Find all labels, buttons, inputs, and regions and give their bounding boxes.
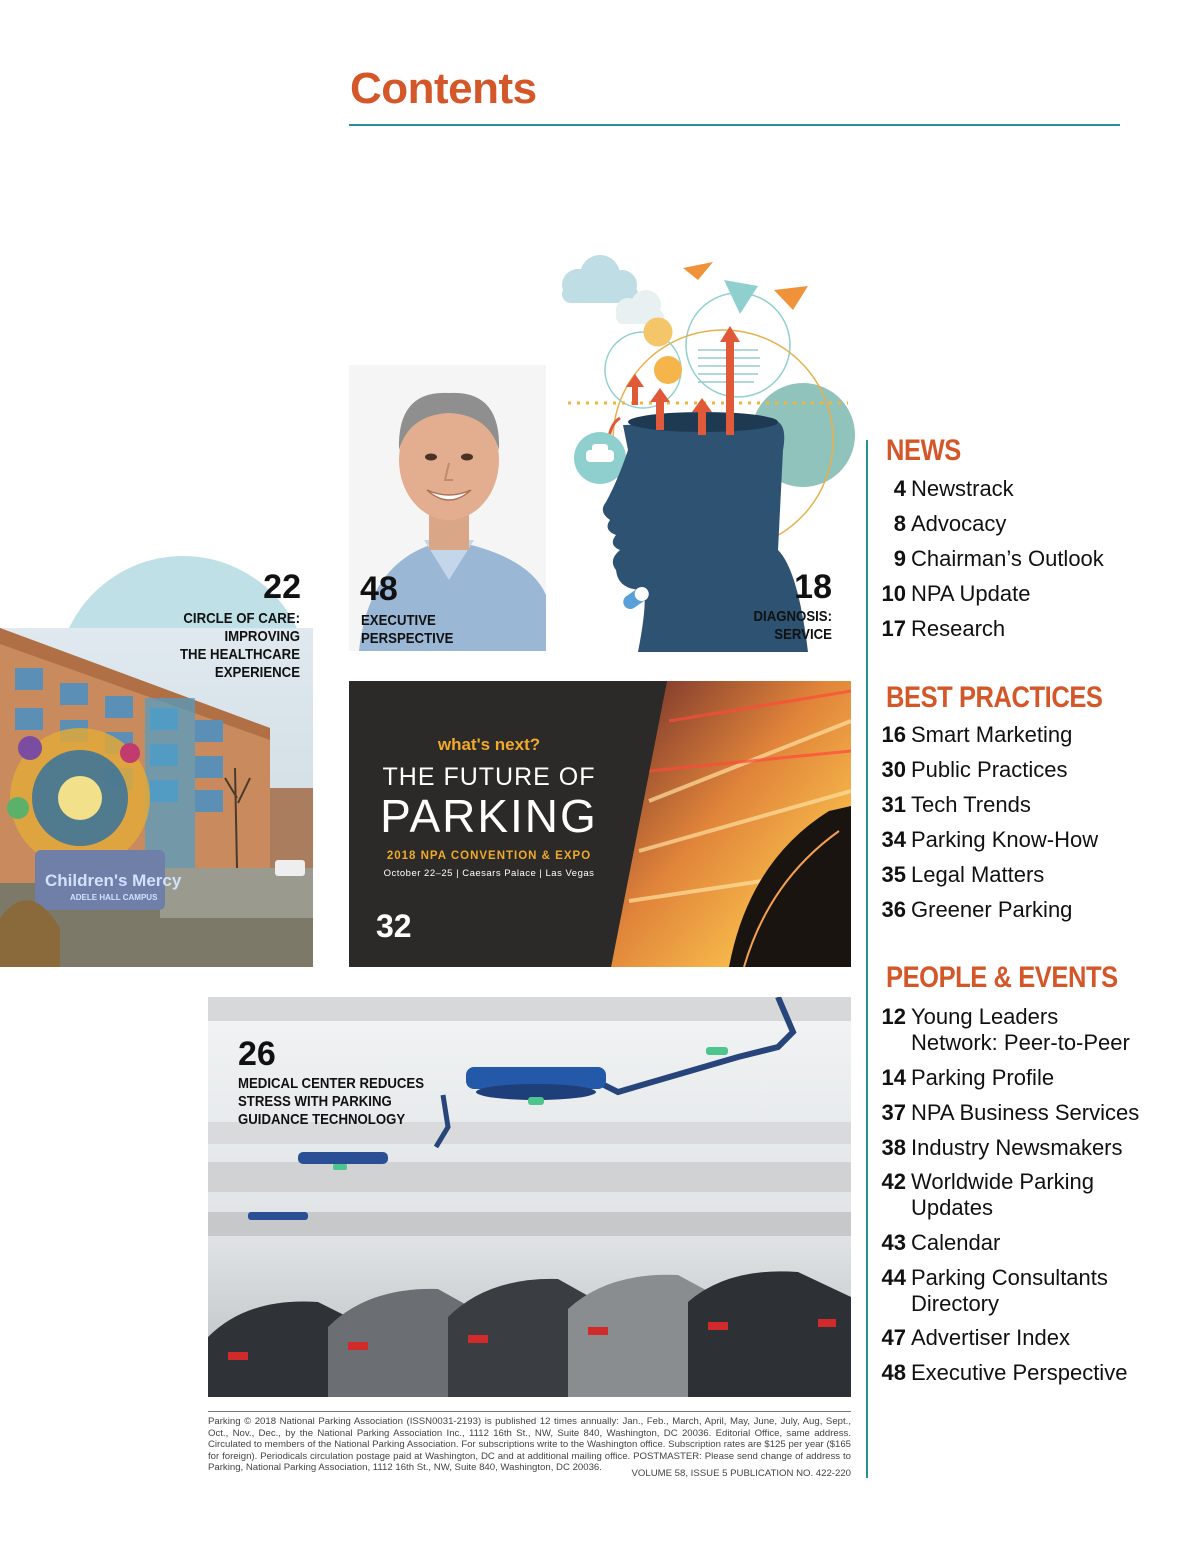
toc-label: Research: [911, 616, 1006, 641]
toc-label: Tech Trends: [911, 792, 1031, 817]
toc-item[interactable]: [876, 616, 1166, 642]
feature-22-line1: CIRCLE OF CARE:: [183, 610, 300, 627]
toc-label: Parking Know-How: [911, 827, 1099, 852]
toc-label: Parking Profile: [911, 1065, 1055, 1090]
toc-item[interactable]: [876, 862, 1166, 888]
feature-22-number: 22: [263, 568, 301, 606]
toc-page: 37: [881, 1100, 906, 1125]
toc-label: Smart Marketing: [911, 722, 1073, 747]
toc-page: 36: [881, 897, 906, 922]
toc-page: 17: [881, 616, 906, 641]
feature-48-number: 48: [360, 570, 398, 608]
toc-divider: [866, 440, 868, 1478]
toc-item[interactable]: [876, 581, 1166, 607]
toc-label: NPA Business Services: [911, 1100, 1140, 1125]
toc-page: 10: [881, 581, 906, 606]
feature-26-line2: STRESS WITH PARKING: [238, 1093, 392, 1110]
feature-48-line2: PERSPECTIVE: [361, 630, 454, 647]
toc-page: 38: [881, 1135, 906, 1160]
feature-18-number: 18: [794, 568, 832, 606]
garage-image: [208, 997, 851, 1397]
feature-18-line2: SERVICE: [774, 626, 832, 643]
feature-32-event: 2018 NPA CONVENTION & EXPO: [386, 850, 592, 862]
feature-26-photo[interactable]: [208, 997, 851, 1397]
toc-page: 14: [881, 1065, 906, 1090]
toc-item[interactable]: [876, 1135, 1166, 1161]
feature-32-banner[interactable]: [349, 681, 851, 967]
toc-page: 43: [881, 1230, 906, 1255]
toc-section-best-practices: BEST PRACTICES: [886, 681, 1103, 714]
feature-22-line4: EXPERIENCE: [214, 664, 300, 681]
toc-item[interactable]: [876, 1100, 1166, 1126]
publication-notice: Parking © 2018 National Parking Association (ISSN0031-2193) is published 12 times annually: Jan., Feb., March, April, May, June, July, Aug, Sept., Oct., Nov., Dec., by the National Parking Association Inc., 1112 16th St., NW, Suite 840, Washington, DC 20036. Editorial Office, same address. Circulated to members of the National Parking Association. For subscriptions write to the Washington office. Subscription rates are $125 per year ($165 for foreign). Periodicals circulation postage paid at Washington, DC and at additional mailing office. POSTMASTER: Please send change of address to Parking, National Parking Association, 1112 16th St., NW, Suite 840, Washington, DC 20036.: [208, 1416, 851, 1474]
toc-page: 44: [881, 1265, 906, 1290]
toc-label: Young Leaders: [911, 1004, 1059, 1029]
hospital-sign-text: Children's Mercy: [45, 871, 182, 890]
toc-label: Executive Perspective: [911, 1360, 1128, 1385]
toc-item[interactable]: [876, 1004, 1166, 1056]
footer-divider: [208, 1411, 851, 1412]
feature-32-tagline: what's next?: [437, 735, 541, 754]
toc-label: Worldwide Parking: [911, 1169, 1095, 1194]
toc-label: NPA Update: [911, 581, 1031, 606]
toc-label: Advocacy: [911, 511, 1007, 536]
toc-label: Newstrack: [911, 476, 1014, 501]
toc-item[interactable]: [876, 792, 1166, 818]
toc-section-people-events: PEOPLE & EVENTS: [886, 961, 1118, 994]
feature-18-caption: [700, 608, 832, 644]
toc-page: 47: [881, 1325, 906, 1350]
toc-item[interactable]: [876, 1325, 1166, 1351]
toc-label: Calendar: [911, 1230, 1001, 1255]
toc-label: Industry Newsmakers: [911, 1135, 1123, 1160]
feature-22-line3: THE HEALTHCARE: [179, 646, 300, 663]
feature-22-caption: [160, 610, 300, 682]
page-title: Contents: [350, 64, 537, 113]
toc-page: 8: [893, 511, 906, 536]
toc-label: Public Practices: [911, 757, 1068, 782]
toc-section-news: NEWS: [886, 434, 961, 467]
toc-page: 9: [893, 546, 906, 571]
toc-page: 42: [881, 1169, 906, 1194]
toc-item[interactable]: [876, 1230, 1166, 1256]
toc-label: Greener Parking: [911, 897, 1073, 922]
toc-item[interactable]: [876, 476, 1166, 502]
feature-32-number: 32: [376, 908, 412, 944]
volume-info: VOLUME 58, ISSUE 5 PUBLICATION NO. 422-220: [631, 1468, 851, 1479]
feature-18-line1: DIAGNOSIS:: [753, 608, 832, 625]
hospital-sign-sub: ADELE HALL CAMPUS: [70, 893, 158, 902]
feature-32-headline2: PARKING: [380, 790, 598, 842]
title-divider: [349, 124, 1120, 126]
toc-page: 48: [881, 1360, 906, 1385]
toc-item[interactable]: [876, 897, 1166, 923]
toc-page: 35: [881, 862, 906, 887]
toc-label: Parking Consultants: [911, 1265, 1108, 1290]
feature-26-line1: MEDICAL CENTER REDUCES: [238, 1075, 425, 1092]
toc-item[interactable]: [876, 511, 1166, 537]
feature-26-line3: GUIDANCE TECHNOLOGY: [238, 1111, 406, 1128]
toc-page: 12: [881, 1004, 906, 1029]
feature-26-caption: [238, 1075, 449, 1129]
toc-label-cont: Updates: [911, 1195, 993, 1220]
toc-item[interactable]: [876, 1169, 1166, 1221]
toc-item[interactable]: [876, 757, 1166, 783]
toc-page: 34: [881, 827, 906, 852]
toc-item[interactable]: [876, 722, 1166, 748]
toc-label: Advertiser Index: [911, 1325, 1070, 1350]
feature-22-line2: IMPROVING: [224, 628, 300, 645]
toc-label: Legal Matters: [911, 862, 1045, 887]
toc-label-wrap: [911, 1169, 1151, 1221]
feature-48-line1: EXECUTIVE: [361, 612, 436, 629]
toc-page: 16: [881, 722, 906, 747]
feature-26-number: 26: [238, 1035, 276, 1073]
toc-label: Chairman’s Outlook: [911, 546, 1104, 571]
feature-32-details: October 22–25 | Caesars Palace | Las Vegas: [383, 868, 595, 879]
toc-label-wrap: [911, 1265, 1151, 1317]
toc-item[interactable]: [876, 1065, 1166, 1091]
toc-page: 30: [881, 757, 906, 782]
toc-item[interactable]: [876, 1360, 1166, 1386]
toc-label-cont: Directory: [911, 1291, 1000, 1316]
toc-item[interactable]: [876, 1265, 1166, 1317]
feature-48-caption: [361, 612, 466, 648]
toc-item[interactable]: [876, 546, 1166, 572]
toc-label-wrap: [911, 1004, 1151, 1056]
toc-label-cont: Network: Peer-to-Peer: [911, 1030, 1130, 1055]
toc-page: 4: [893, 476, 906, 501]
toc-page: 31: [881, 792, 906, 817]
toc-item[interactable]: [876, 827, 1166, 853]
feature-32-headline1: THE FUTURE OF: [382, 763, 596, 791]
